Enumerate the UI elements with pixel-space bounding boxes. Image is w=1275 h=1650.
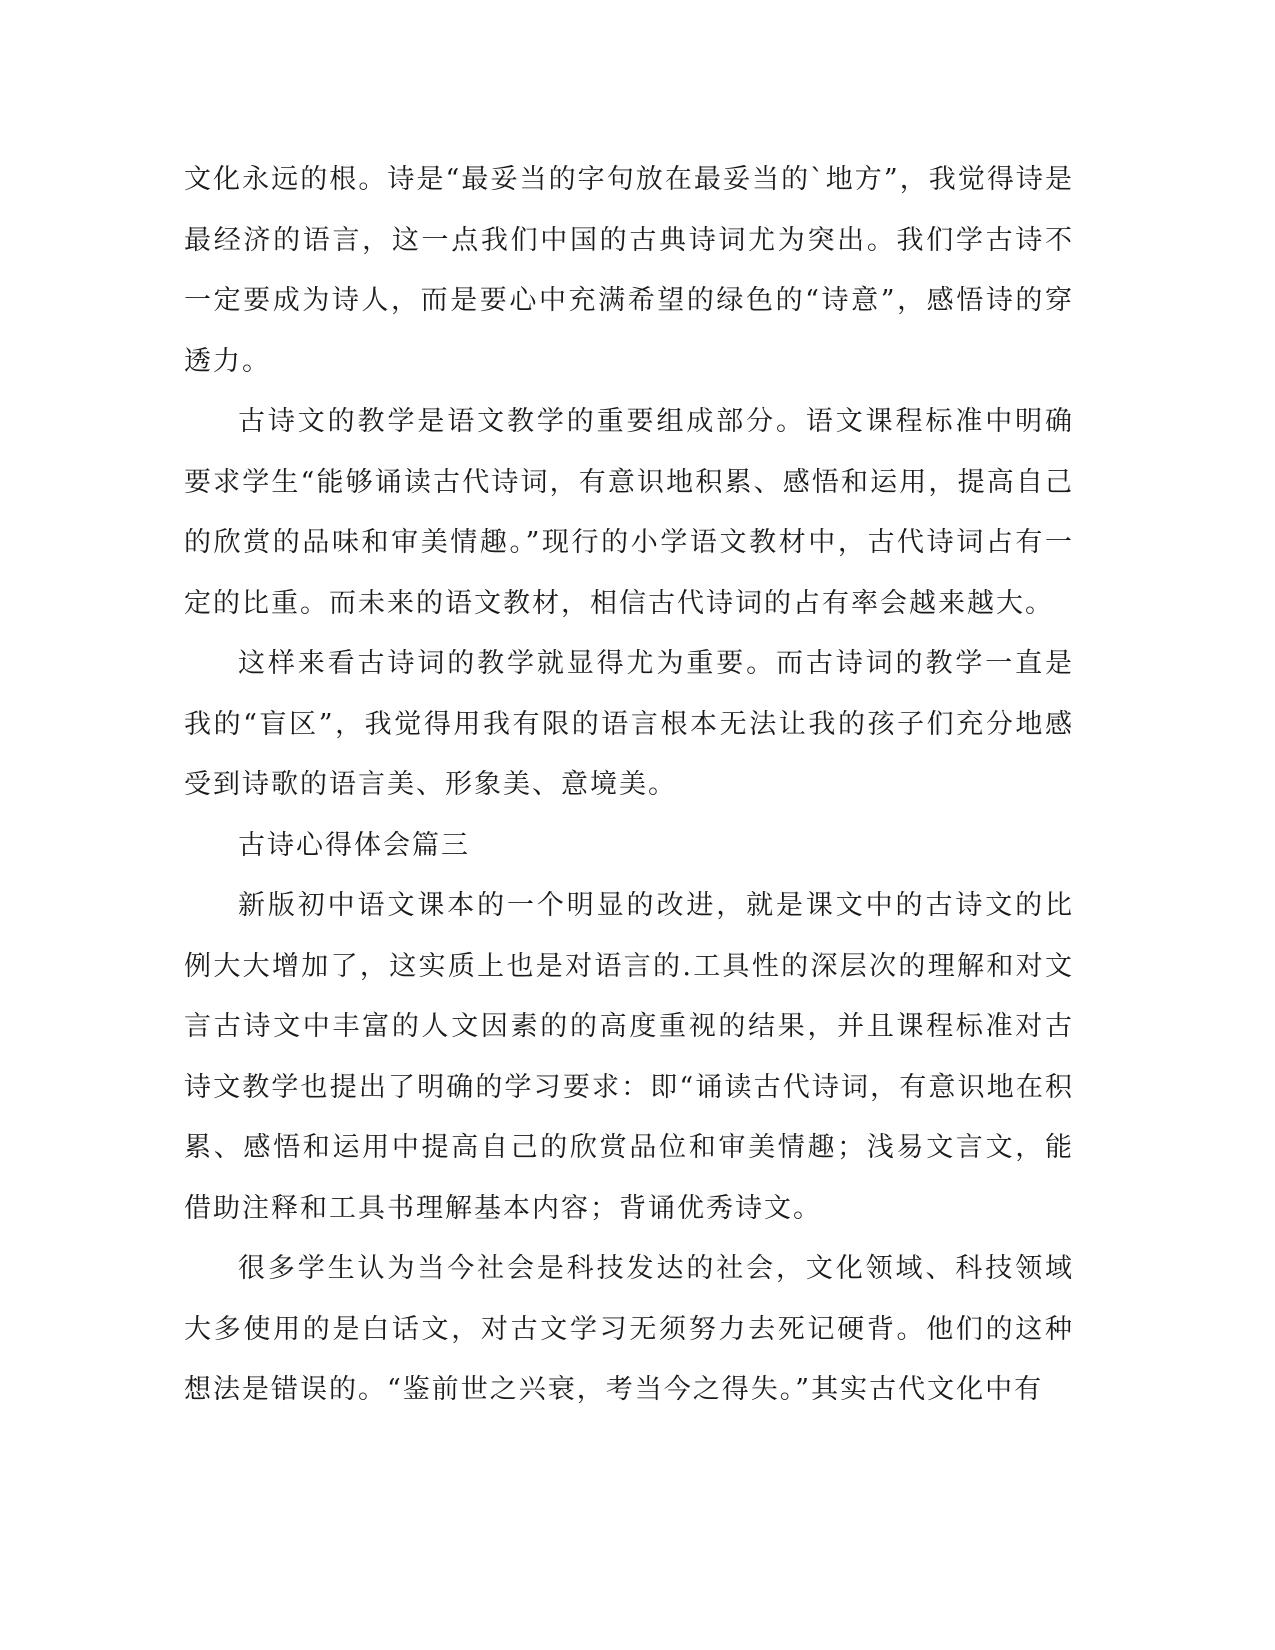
document-body — [184, 150, 1074, 1421]
paragraph-5: 很多学生认为当今社会是科技发达的社会，文化领域、科技领域大多使用的是白话文，对古文学习无须努力去死记硬背。他们的这种想法是错误的。“鉴前世之兴衰，考当今之得失。”其实古代文化中有 — [184, 1253, 1074, 1405]
section-heading: 古诗心得体会篇三 — [238, 829, 470, 861]
paragraph-4: 新版初中语文课本的一个明显的改进，就是课文中的古诗文的比例大大增加了，这实质上也是对语言的.工具性的深层次的理解和对文言古诗文中丰富的人文因素的的高度重视的结果，并且课程标准对古诗文教学也提出了明确的学习要求：即“诵读古代诗词，有意识地在积累、感悟和运用中提高自己的欣赏品位和审美情趣；浅易文言文，能借助注释和工具书理解基本内容；背诵优秀诗文。 — [184, 890, 1074, 1224]
paragraph-3: 这样来看古诗词的教学就显得尤为重要。而古诗词的教学一直是我的“盲区”，我觉得用我有限的语言根本无法让我的孩子们充分地感受到诗歌的语言美、形象美、意境美。 — [184, 648, 1074, 800]
paragraph-1: 文化永远的根。诗是“最妥当的字句放在最妥当的`地方”，我觉得诗是最经济的语言，这一点我们中国的古典诗词尤为突出。我们学古诗不一定要成为诗人，而是要心中充满希望的绿色的“诗意”，感悟诗的穿透力。 — [184, 164, 1074, 377]
paragraph-2: 古诗文的教学是语文教学的重要组成部分。语文课程标准中明确要求学生“能够诵读古代诗词，有意识地积累、感悟和运用，提高自己的欣赏的品味和审美情趣。”现行的小学语文教材中，古代诗词占有一定的比重。而未来的语文教材，相信古代诗词的占有率会越来越大。 — [184, 406, 1074, 619]
